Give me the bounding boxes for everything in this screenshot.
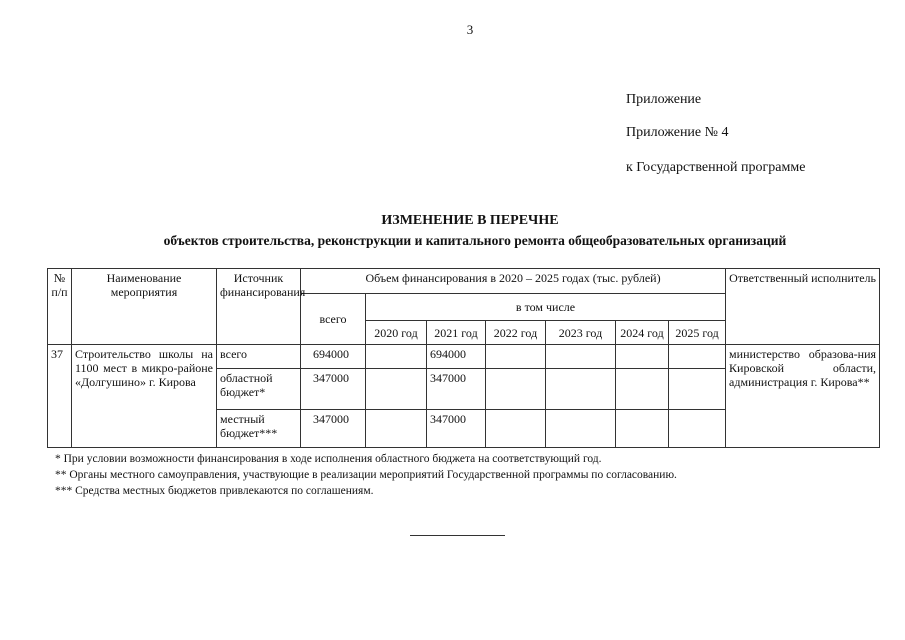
row-2022 xyxy=(486,345,546,369)
row-total: 694000 xyxy=(301,345,366,369)
header-num: № п/п xyxy=(48,269,72,345)
header-year-2022: 2022 год xyxy=(486,321,546,345)
header-volume: Объем финансирования в 2020 – 2025 годах (тыс. рублей) xyxy=(301,269,726,294)
footnote-1: * При условии возможности финансирования в ходе исполнения областного бюджета на соответствующий год. xyxy=(55,453,602,465)
row-total: 347000 xyxy=(301,410,366,448)
row-2023 xyxy=(546,345,616,369)
footnote-2: ** Органы местного самоуправления, участвующие в реализации мероприятий Государственной программы по согласованию. xyxy=(55,469,677,481)
row-executor: министерство образова-ния Кировской области, администрация г. Кирова** xyxy=(726,345,880,448)
header-year-2020: 2020 год xyxy=(366,321,427,345)
row-2021: 694000 xyxy=(427,345,486,369)
row-2025 xyxy=(669,369,726,410)
row-num: 37 xyxy=(48,345,72,448)
row-2020 xyxy=(366,410,427,448)
construction-objects-table xyxy=(47,268,880,448)
header-year-2023: 2023 год xyxy=(546,321,616,345)
header-including: в том числе xyxy=(366,294,726,321)
appendix-number: Приложение № 4 xyxy=(626,125,729,140)
header-source: Источник финансирования xyxy=(217,269,301,345)
page-number: 3 xyxy=(466,22,474,37)
row-2023 xyxy=(546,410,616,448)
row-source: областной бюджет* xyxy=(217,369,301,410)
header-year-2021: 2021 год xyxy=(427,321,486,345)
row-2025 xyxy=(669,345,726,369)
row-2025 xyxy=(669,410,726,448)
header-total: всего xyxy=(301,294,366,345)
header-year-2024: 2024 год xyxy=(616,321,669,345)
document-title: ИЗМЕНЕНИЕ В ПЕРЕЧНЕ xyxy=(381,213,559,228)
row-2020 xyxy=(366,369,427,410)
appendix-label: Приложение xyxy=(626,92,702,107)
header-executor: Ответственный исполнитель xyxy=(726,269,880,345)
row-2022 xyxy=(486,369,546,410)
header-name: Наименование мероприятия xyxy=(72,269,217,345)
header-year-2025: 2025 год xyxy=(669,321,726,345)
row-2020 xyxy=(366,345,427,369)
row-2022 xyxy=(486,410,546,448)
closing-divider xyxy=(410,535,505,536)
row-name: Строительство школы на 1100 мест в микро-районе «Долгушино» г. Кирова xyxy=(72,345,217,448)
row-2021: 347000 xyxy=(427,410,486,448)
row-source: местный бюджет*** xyxy=(217,410,301,448)
appendix-program: к Государственной программе xyxy=(626,160,806,175)
row-2024 xyxy=(616,410,669,448)
document-subtitle: объектов строительства, реконструкции и капитального ремонта общеобразовательных организаций xyxy=(163,233,787,248)
row-2024 xyxy=(616,369,669,410)
table-row xyxy=(48,345,880,369)
row-source: всего xyxy=(217,345,301,369)
row-2024 xyxy=(616,345,669,369)
row-2023 xyxy=(546,369,616,410)
footnote-3: *** Средства местных бюджетов привлекаются по соглашениям. xyxy=(55,485,374,497)
row-total: 347000 xyxy=(301,369,366,410)
row-2021: 347000 xyxy=(427,369,486,410)
